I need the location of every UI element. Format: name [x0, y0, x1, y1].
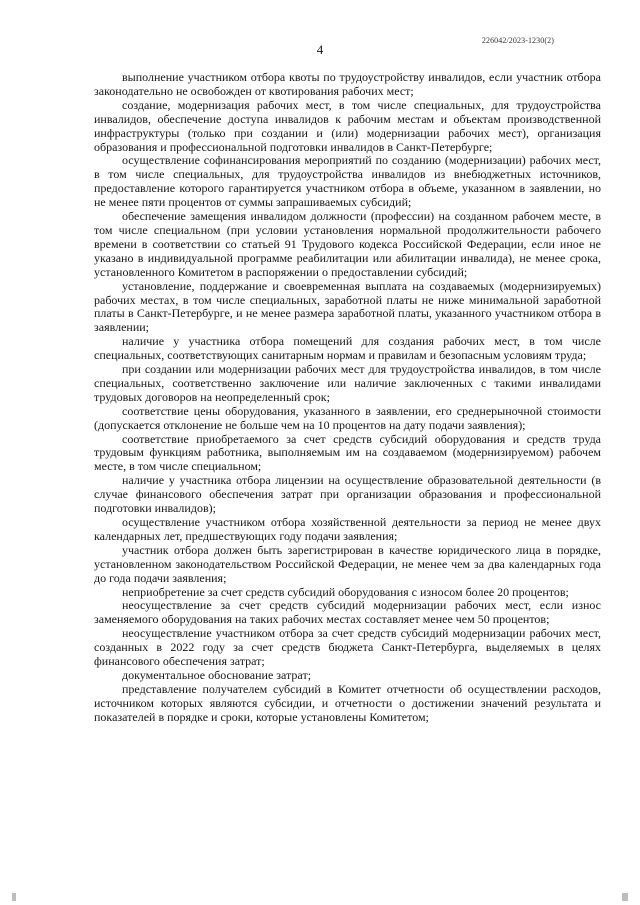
scan-edge-mark — [12, 893, 16, 901]
paragraph: при создании или модернизации рабочих мест для трудоустройства инвалидов, в том числе специальных, соответственно заключение или наличие заключенных с такими инвалидами трудовых договоров на неопределенный срок; — [94, 362, 601, 404]
scan-edge-mark — [622, 893, 628, 901]
paragraph: создание, модернизация рабочих мест, в том числе специальных, для трудоустройства инвалидов, обеспечение доступа инвалидов к рабочим местам и объектам производственной инфраструктуры (только при создании и (или) модернизации рабочих мест), организация образования и профессиональной подготовки инвалидов в Санкт-Петербурге; — [94, 97, 601, 154]
paragraph: представление получателем субсидий в Комитет отчетности об осуществлении расходов, источником которых являются субсидии, и отчетности о достижении значений результата и показателей в порядке и сроки, которые установлены Комитетом; — [94, 681, 601, 724]
paragraph: документальное обоснование затрат; — [122, 667, 312, 682]
paragraph: соответствие приобретаемого за счет средств субсидий оборудования и средств труда трудовым функциям работника, выполняемым им на создаваемом (модернизируемом) рабочем месте, в том числе специальном; — [94, 431, 601, 474]
page-number: 4 — [316, 42, 324, 57]
paragraph: наличие у участника отбора помещений для создания рабочих мест, в том числе специальных, соответствующих санитарным нормам и правилам и безопасным условиям труда; — [94, 334, 601, 363]
document-number: 226042/2023-1230(2) — [481, 36, 554, 45]
paragraph: соответствие цены оборудования, указанного в заявлении, его среднерыночной стоимости (допускается отклонение не больше чем на 10 процентов на дату подачи заявления); — [94, 403, 601, 432]
paragraph: обеспечение замещения инвалидом должности (профессии) на созданном рабочем месте, в том числе специальном (при условии установления нормальной продолжительности рабочего времени в соответствии со статьей 91 Трудового кодекса Российской Федерации, если иное не указано в индивидуальной программе реабилитации или абилитации инвалида), не менее срока, установленного Комитетом в распоряжении о предоставлении субсидий; — [94, 209, 601, 279]
paragraph: участник отбора должен быть зарегистрирован в качестве юридического лица в порядке, установленном законодательством Российской Федерации, не менее чем за два календарных года до года подачи заявления; — [94, 542, 601, 585]
paragraph: выполнение участником отбора квоты по трудоустройству инвалидов, если участник отбора законодательно не освобожден от квотирования рабочих мест; — [94, 70, 601, 98]
body-text — [94, 71, 601, 725]
paragraph: осуществление участником отбора хозяйственной деятельности за период не менее двух календарных лет, предшествующих году подачи заявления; — [94, 515, 601, 543]
paragraph: неприобретение за счет средств субсидий оборудования с износом более 20 процентов; — [122, 584, 569, 599]
paragraph: осуществление софинансирования мероприятий по созданию (модернизации) рабочих мест, в том числе специальных, для трудоустройства инвалидов из внебюджетных источников, предоставление которого гарантируется участником отбора в объеме, указанном в заявлении, но не менее пяти процентов от суммы запрашиваемых субсидий; — [94, 153, 601, 210]
paragraph: наличие у участника отбора лицензии на осуществление образовательной деятельности (в случае финансового обеспечения затрат при организации образования и профессиональной подготовки инвалидов); — [94, 473, 601, 516]
paragraph: неосуществление за счет средств субсидий модернизации рабочих мест, если износ заменяемого оборудования на таких рабочих местах составляет менее чем 50 процентов; — [94, 598, 601, 627]
paragraph: установление, поддержание и своевременная выплата на создаваемых (модернизируемых) рабочих местах, в том числе специальных, заработной платы не ниже минимальной заработной платы в Санкт-Петербурге, и не менее размера заработной платы, указанного участником отбора в заявлении; — [94, 278, 601, 335]
paragraph: неосуществление участником отбора за счет средств субсидий модернизации рабочих мест, созданных в 2022 году за счет средств бюджета Санкт-Петербурга, выделяемых в целях финансового обеспечения затрат; — [94, 626, 601, 669]
